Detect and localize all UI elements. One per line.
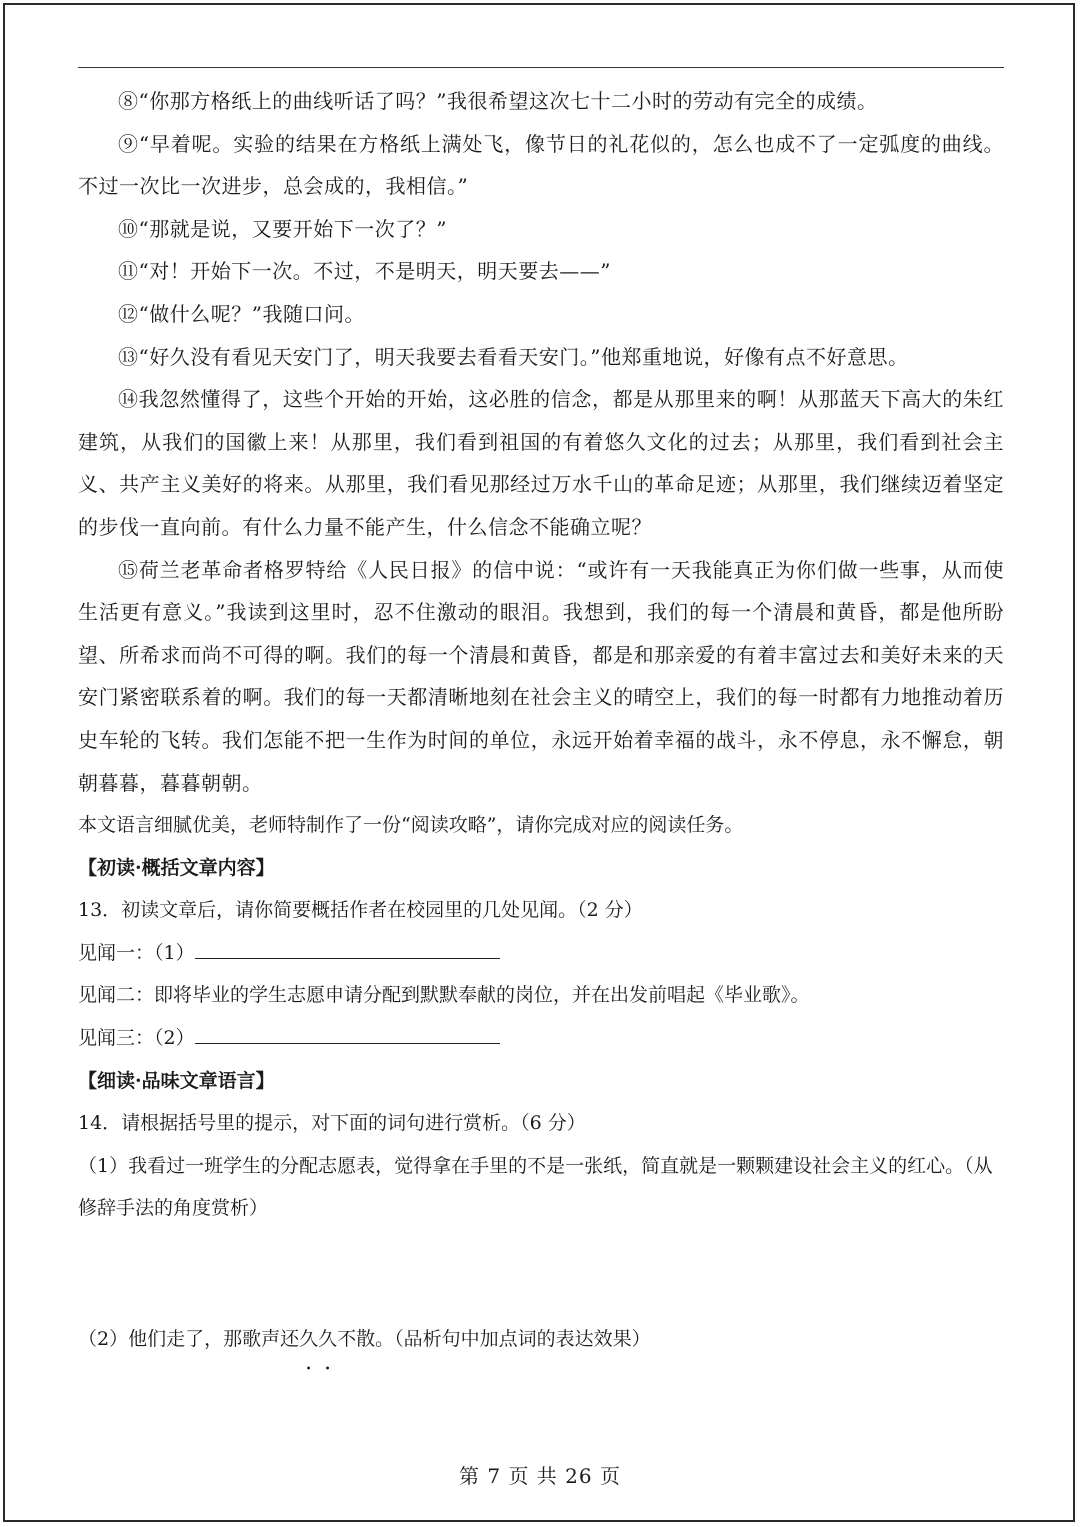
answer-space-1[interactable] bbox=[78, 1230, 1004, 1318]
item-1-label: 见闻一：（1） bbox=[78, 941, 195, 964]
paragraph-10: ⑩“那就是说，又要开始下一次了？” bbox=[118, 216, 447, 241]
question-13-item-3 bbox=[78, 1017, 1004, 1060]
section-heading-first-read: 【初读·概括文章内容】 bbox=[78, 856, 275, 879]
question-14-sub-2 bbox=[78, 1318, 1004, 1361]
paragraph-14: ⑭我忽然懂得了，这些个开始的开始，这必胜的信念，都是从那里来的啊！从那蓝天下高大的朱红建筑，从我们的国徽上来！从那里，我们看到祖国的有着悠久文化的过去；从那里，我们看到社会主义、共产主义美好的将来。从那里，我们看见那经过万水千山的革命足迹；从那里，我们继续迈着坚定的步伐一直向前。有什么力量不能产生，什么信念不能确立呢？ bbox=[78, 387, 1004, 539]
paragraph-8: ⑧“你那方格纸上的曲线听话了吗？”我很希望这次七十二小时的劳动有完全的成绩。 bbox=[118, 89, 878, 113]
paragraph-12: ⑫“做什么呢？”我随口问。 bbox=[118, 301, 365, 326]
emphasis-char-1: 久 bbox=[299, 1328, 319, 1351]
paragraph-15: ⑮荷兰老革命者格罗特给《人民日报》的信中说：“或许有一天我能真正为你们做一些事，从而使生活更有意义。”我读到这里时，忍不住激动的眼泪。我想到，我们的每一个清晨和黄昏，都是他所盼望、所希求而尚不可得的啊。我们的每一个清晨和黄昏，都是和那亲爱的有着丰富过去和美好未来的天安门紧密联系着的啊。我们的每一天都清晰地刻在社会主义的晴空上，我们的每一时都有力地推动着历史车轮的飞转。我们怎能不把一生作为时间的单位，永远开始着幸福的战斗，永不停息，永不懈怠，朝朝暮暮，暮暮朝朝。 bbox=[78, 557, 1004, 795]
question-13-item-1 bbox=[78, 932, 1004, 975]
item-3-label: 见闻三：（2） bbox=[78, 1027, 195, 1050]
answer-blank-2[interactable] bbox=[195, 1021, 500, 1044]
page-number-footer: 第 7 页 共 26 页 bbox=[459, 1464, 621, 1488]
emphasis-char-2: 久 bbox=[318, 1328, 338, 1351]
question-13-item-2: 见闻二：即将毕业的学生志愿申请分配到默默奉献的岗位，并在出发前唱起《毕业歌》。 bbox=[78, 984, 810, 1007]
question-14-sub-1: （1）我看过一班学生的分配志愿表，觉得拿在手里的不是一张纸，简直就是一颗颗建设社会主义的红心。（从修辞手法的角度赏析） bbox=[78, 1154, 993, 1220]
answer-blank-1[interactable] bbox=[195, 936, 500, 959]
paragraph-11: ⑪“对！开始下一次。不过，不是明天，明天要去——” bbox=[118, 259, 611, 284]
page-content bbox=[78, 80, 1004, 1361]
section-heading-close-read: 【细读·品味文章语言】 bbox=[78, 1069, 275, 1092]
sub-2-before: （2）他们走了，那歌声还 bbox=[78, 1328, 300, 1351]
sub-2-after: 不散。（品析句中加点词的表达效果） bbox=[337, 1328, 651, 1351]
header-rule bbox=[78, 67, 1004, 68]
reading-intro: 本文语言细腻优美，老师特制作了一份“阅读攻略”，请你完成对应的阅读任务。 bbox=[78, 814, 744, 837]
paragraph-13: ⑬“好久没有看见天安门了，明天我要去看看天安门。”他郑重地说，好像有点不好意思。 bbox=[118, 344, 909, 369]
question-13-stem: 13．初读文章后，请你简要概括作者在校园里的几处见闻。（2 分） bbox=[78, 899, 643, 922]
question-14-stem: 14．请根据括号里的提示，对下面的词句进行赏析。（6 分） bbox=[78, 1112, 586, 1135]
paragraph-9: ⑨“早着呢。实验的结果在方格纸上满处飞，像节日的礼花似的，怎么也成不了一定弧度的曲线。不过一次比一次进步，总会成的，我相信。” bbox=[78, 131, 1004, 199]
